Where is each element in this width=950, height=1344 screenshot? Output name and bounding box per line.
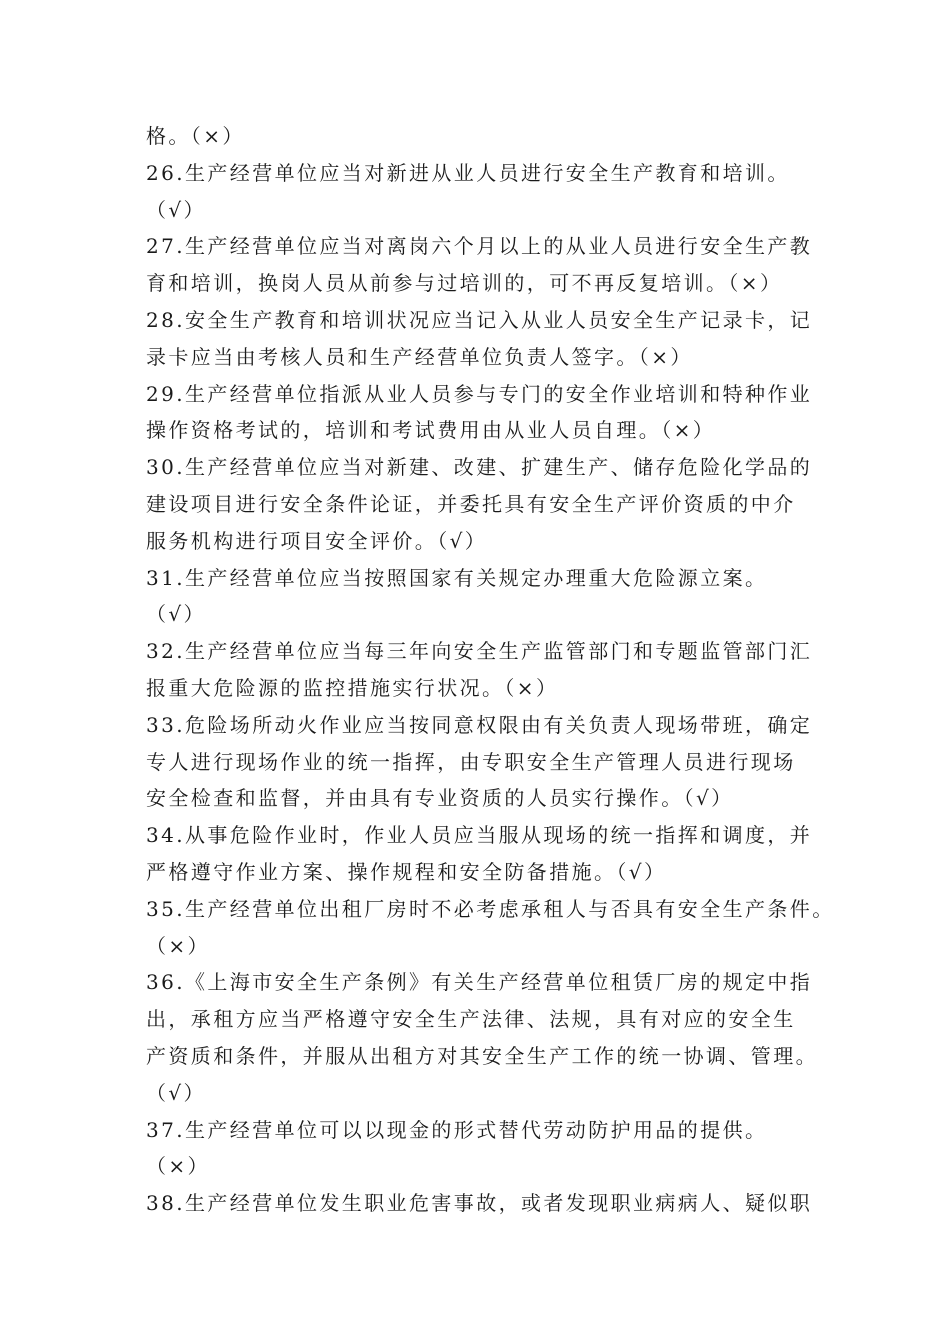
text-line: 专人进行现场作业的统一指挥，由专职安全生产管理人员进行现场: [146, 749, 796, 774]
document-body: [146, 118, 836, 1222]
text-line: 格。（×）: [146, 124, 245, 148]
text-line: 出，承租方应当严格遵守安全生产法律、法规，具有对应的安全生: [146, 1007, 796, 1032]
text-line: 育和培训，换岗人员从前参与过培训的，可不再反复培训。（×）: [146, 271, 783, 296]
text-line: （√）: [146, 1080, 206, 1105]
text-line: 建设项目进行安全条件论证，并委托具有安全生产评价资质的中介: [146, 491, 796, 516]
text-line: 37.生产经营单位可以以现金的形式替代劳动防护用品的提供。: [146, 1117, 768, 1142]
text-line: （√）: [146, 197, 206, 222]
text-line: 服务机构进行项目安全评价。（√）: [146, 528, 488, 553]
text-line: 38.生产经营单位发生职业危害事故，或者发现职业病病人、疑似职: [146, 1191, 813, 1216]
text-line: 严格遵守作业方案、操作规程和安全防备措施。（√）: [146, 859, 667, 884]
text-line: 31.生产经营单位应当按照国家有关规定办理重大危险源立案。: [146, 565, 768, 590]
text-line: 安全检查和监督，并由具有专业资质的人员实行操作。（√）: [146, 786, 734, 811]
text-line: （×）: [146, 1154, 210, 1179]
text-line: 34.从事危险作业时，作业人员应当服从现场的统一指挥和调度，并: [146, 823, 813, 848]
text-line: 操作资格考试的，培训和考试费用由从业人员自理。（×）: [146, 418, 716, 443]
text-line: 报重大危险源的监控措施实行状况。（×）: [146, 675, 559, 700]
text-line: 26.生产经营单位应当对新进从业人员进行安全生产教育和培训。: [146, 160, 790, 185]
text-line: 30.生产经营单位应当对新建、改建、扩建生产、储存危险化学品的: [146, 455, 813, 480]
text-line: 27.生产经营单位应当对离岗六个月以上的从业人员进行安全生产教: [146, 234, 813, 259]
text-line: 产资质和条件，并服从出租方对其安全生产工作的统一协调、管理。: [146, 1043, 818, 1068]
text-line: 32.生产经营单位应当每三年向安全生产监管部门和专题监管部门汇: [146, 639, 813, 664]
text-line: （×）: [146, 933, 210, 958]
text-line: 录卡应当由考核人员和生产经营单位负责人签字。（×）: [146, 344, 693, 369]
text-line: 36.《上海市安全生产条例》有关生产经营单位租赁厂房的规定中指: [146, 970, 813, 995]
text-line: 35.生产经营单位出租厂房时不必考虑承租人与否具有安全生产条件。: [146, 896, 835, 921]
text-line: 28.安全生产教育和培训状况应当记入从业人员安全生产记录卡，记: [146, 307, 813, 332]
text-line: 29.生产经营单位指派从业人员参与专门的安全作业培训和特种作业: [146, 381, 813, 406]
text-line: 33.危险场所动火作业应当按同意权限由有关负责人现场带班，确定: [146, 712, 813, 737]
text-line: （√）: [146, 602, 206, 627]
